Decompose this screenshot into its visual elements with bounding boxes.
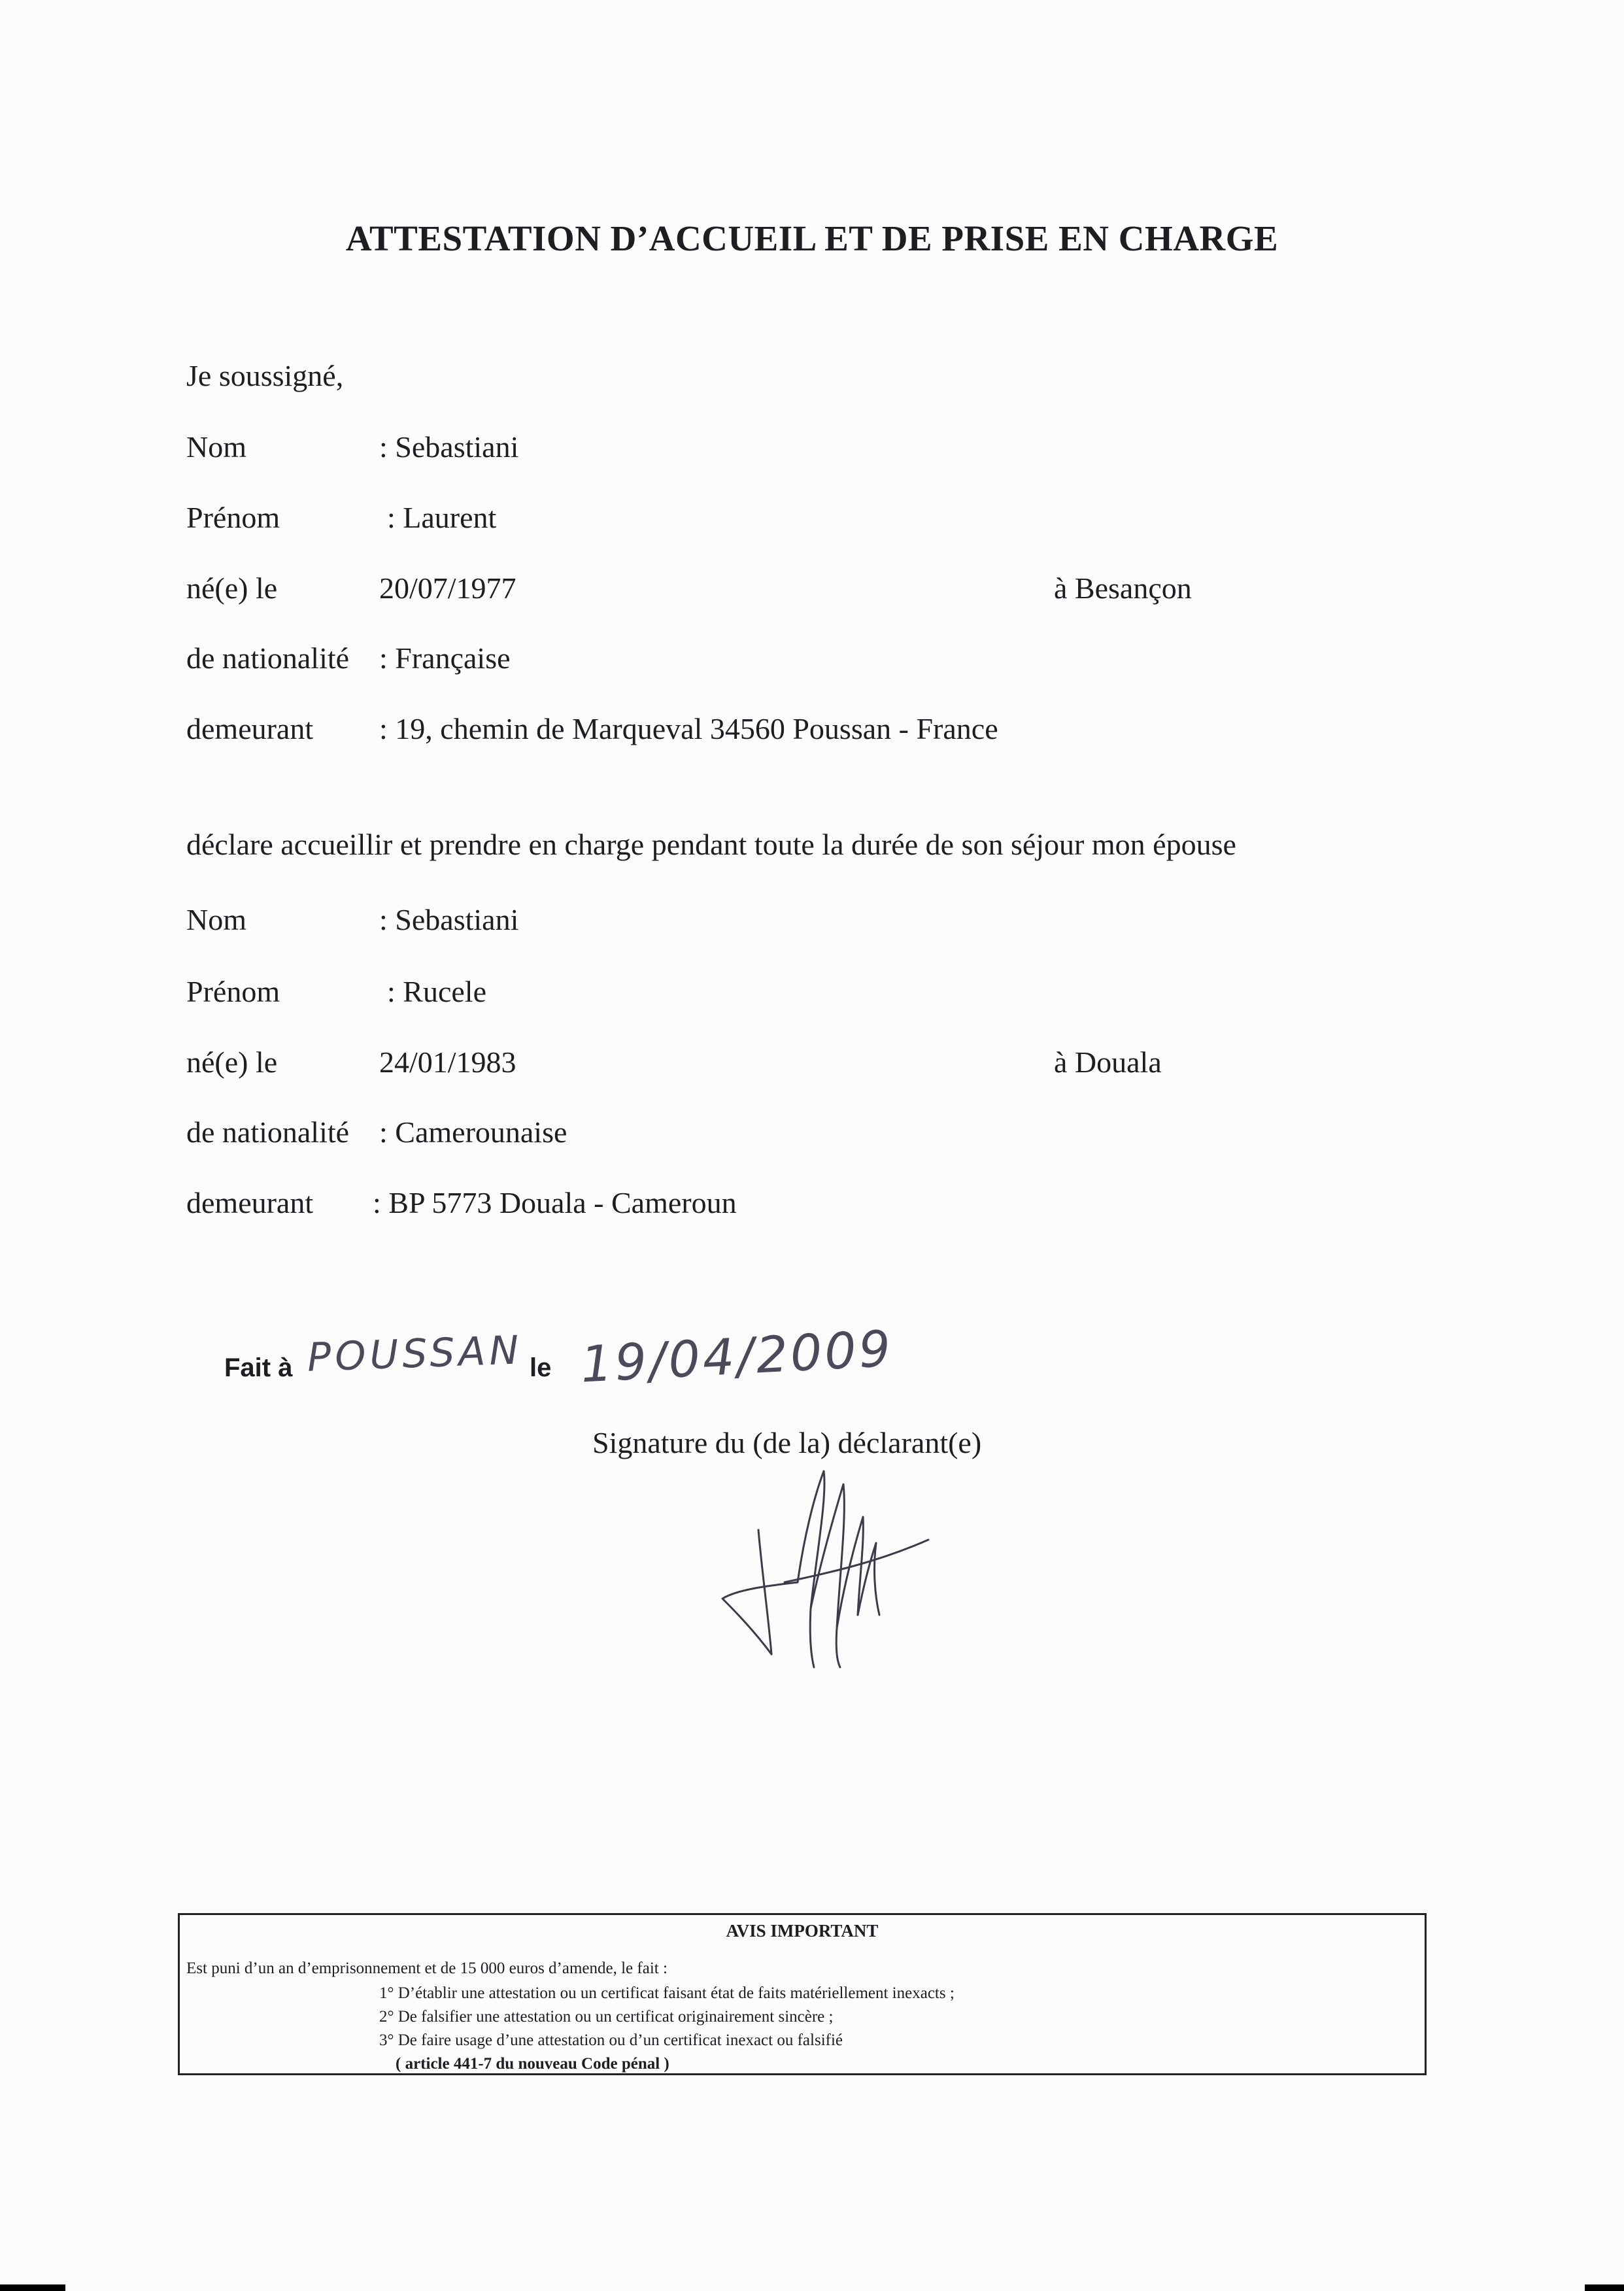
intro-text: Je soussigné, [186,359,344,392]
host-nationalite-value: : Française [379,641,511,675]
notice-reference: ( article 441-7 du nouveau Code pénal ) [396,2055,669,2073]
host-nom-label: Nom [186,430,246,464]
notice-item-2: 2° De falsifier une attestation ou un certificat originairement sincère ; [379,2008,834,2026]
notice-item-3: 3° De faire usage d’une attestation ou d’un certificat inexact ou falsifié [379,2031,843,2049]
declaration-text: déclare accueillir et prendre en charge pendant toute la durée de son séjour mon épouse [186,828,1236,861]
guest-adresse-label: demeurant [186,1186,314,1219]
notice-item-1: 1° D’établir une attestation ou un certificat faisant état de faits matériellement inexacts ; [379,1984,955,2002]
signature-label: Signature du (de la) déclarant(e) [592,1426,982,1459]
date-handwritten: 19/04/2009 [579,1319,895,1394]
host-prenom-value: : Laurent [387,501,497,534]
guest-adresse-value: : BP 5773 Douala - Cameroun [373,1186,737,1219]
host-lieu-value: à Besançon [1054,571,1192,605]
guest-naissance-value: 24/01/1983 [379,1045,516,1079]
fait-a-label: Fait à [224,1353,293,1382]
host-naissance-label: né(e) le [186,571,278,605]
guest-nom-label: Nom [186,903,246,936]
guest-nationalite-label: de nationalité [186,1115,350,1149]
handwritten-signature [713,1458,948,1680]
notice-intro: Est puni d’un an d’emprisonnement et de 15 000 euros d’amende, le fait : [186,1960,668,1977]
notice-title: AVIS IMPORTANT [726,1921,879,1941]
document-title: ATTESTATION D’ACCUEIL ET DE PRISE EN CHARGE [345,218,1279,258]
host-prenom-label: Prénom [186,501,280,534]
host-adresse-value: : 19, chemin de Marqueval 34560 Poussan - France [379,712,998,745]
scan-edge-mark-right [1585,2284,1624,2291]
guest-nationalite-value: : Camerounaise [379,1115,567,1149]
notice-box [178,1913,1427,2075]
fait-a-handwritten: POUSSAN [306,1327,524,1381]
scan-edge-mark-left [0,2284,65,2291]
guest-prenom-value: : Rucele [387,975,486,1008]
guest-naissance-label: né(e) le [186,1045,278,1079]
host-adresse-label: demeurant [186,712,314,745]
guest-lieu-value: à Douala [1054,1045,1162,1079]
host-nom-value: : Sebastiani [379,430,519,464]
host-nationalite-label: de nationalité [186,641,350,675]
host-naissance-value: 20/07/1977 [379,571,516,605]
guest-prenom-label: Prénom [186,975,280,1008]
guest-nom-value: : Sebastiani [379,903,519,936]
le-label: le [530,1353,552,1382]
